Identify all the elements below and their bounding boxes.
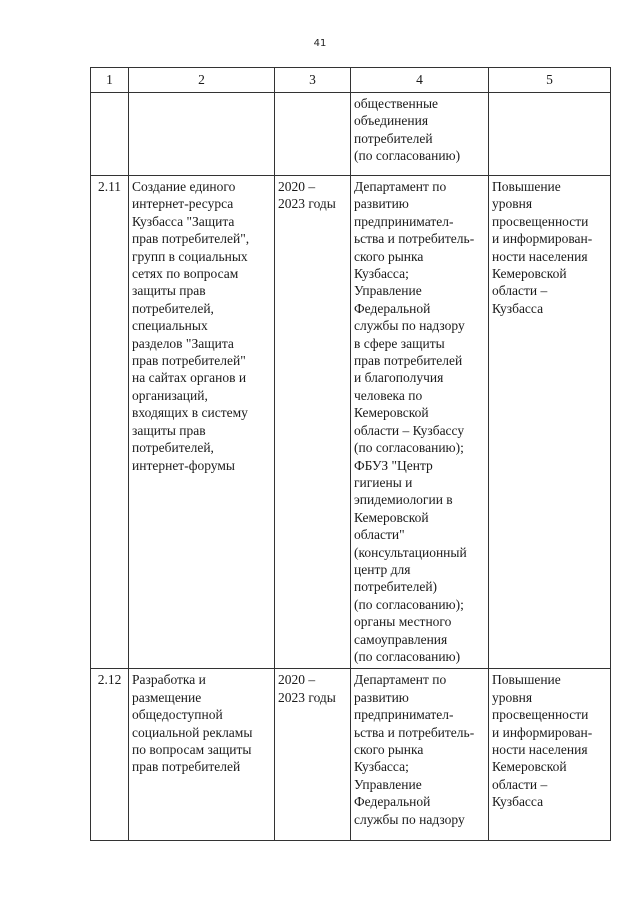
item-number-cell: 2.11 — [91, 176, 129, 669]
item-number-cell — [91, 93, 129, 176]
result-cell: Повышение уровня просвещенности и информирован- ности населения Кемеровской области – Кузбасса — [489, 669, 611, 841]
column-header: 3 — [275, 68, 351, 93]
table-row — [91, 176, 611, 669]
period-cell: 2020 – 2023 годы — [275, 176, 351, 669]
result-cell: Повышение уровня просвещенности и информирован- ности населения Кемеровской области – Кузбасса — [489, 176, 611, 669]
table-header-row — [91, 68, 611, 93]
executors-cell: общественные объединения потребителей (по согласованию) — [351, 93, 489, 176]
page-number: 41 — [313, 38, 327, 49]
column-header: 4 — [351, 68, 489, 93]
table-row — [91, 669, 611, 841]
measure-name-cell: Разработка и размещение общедоступной социальной рекламы по вопросам защиты прав потребителей — [129, 669, 275, 841]
measure-name-cell: Создание единого интернет-ресурса Кузбасса "Защита прав потребителей", групп в социальных сетях по вопросам защиты прав потребителей, специальных разделов "Защита прав потребителей" на сайтах органов и организаций, входящих в систему защиты прав потребителей, интернет-форумы — [129, 176, 275, 669]
period-cell: 2020 – 2023 годы — [275, 669, 351, 841]
column-header: 2 — [129, 68, 275, 93]
table-row — [91, 93, 611, 176]
period-cell — [275, 93, 351, 176]
measure-name-cell — [129, 93, 275, 176]
measures-table — [90, 67, 611, 841]
result-cell — [489, 93, 611, 176]
executors-cell: Департамент по развитию предпринимател- ьства и потребитель- ского рынка Кузбасса; Управление Федеральной службы по надзору — [351, 669, 489, 841]
executors-cell: Департамент по развитию предпринимател- ьства и потребитель- ского рынка Кузбасса; Управление Федеральной службы по надзору в сфере защиты прав потребителей и благополучия человека по Кемеровской области – Кузбассу (по согласованию); ФБУЗ "Центр гигиены и эпидемиологии в Кемеровской области" (консультационный центр для потребителей) (по согласованию); органы местного самоуправления (по согласованию) — [351, 176, 489, 669]
item-number-cell: 2.12 — [91, 669, 129, 841]
column-header: 1 — [91, 68, 129, 93]
column-header: 5 — [489, 68, 611, 93]
